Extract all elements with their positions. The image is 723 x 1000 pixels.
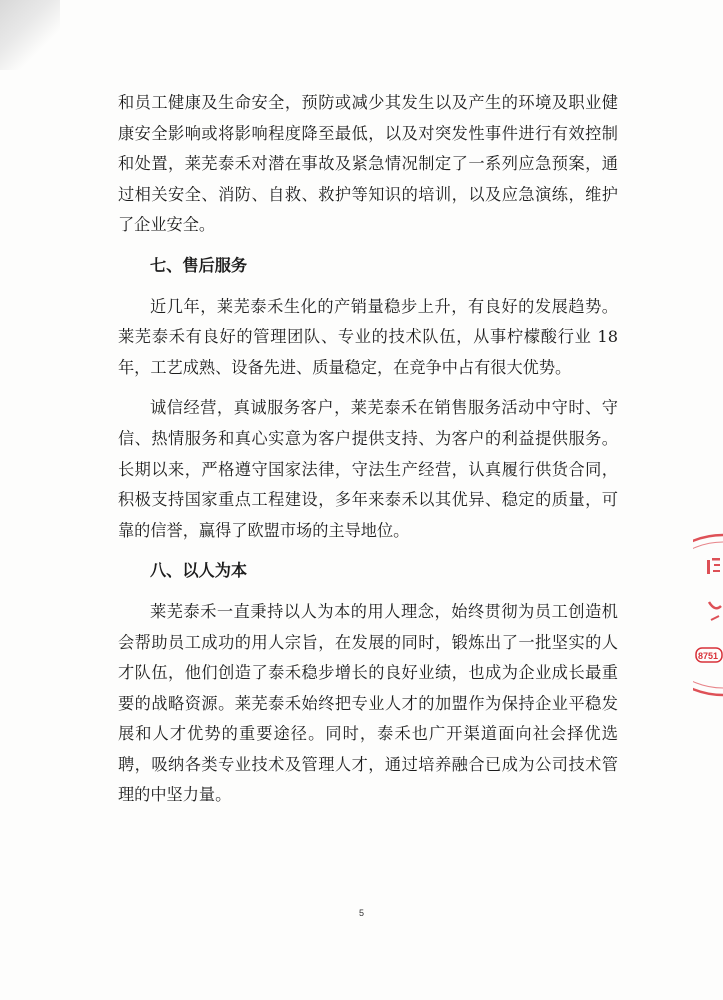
paragraph-integrity: 诚信经营，真诚服务客户，莱芜泰禾在销售服务活动中守时、守信、热情服务和真心实意为客户提供支持、为客户的利益提供服务。长期以来，严格遵守国家法律，守法生产经营，认真履行供货合同，积极支持国家重点工程建设，多年来泰禾以其优异、稳定的质量，可靠的信誉，赢得了欧盟市场的主导地位。 bbox=[118, 398, 618, 540]
paragraph-talent: 莱芜泰禾一直秉持以人为本的用人理念，始终贯彻为员工创造机会帮助员工成功的用人宗旨，在发展的同时，锻炼出了一批坚实的人才队伍，他们创造了泰禾稳步增长的良好业绩，也成为企业成长最重要的战略资源。莱芜泰禾始终把专业人才的加盟作为保持企业平稳发展和人才优势的重要途径。同时，泰禾也广开渠道面向社会择优选聘，吸纳各类专业技术及管理人才，通过培养融合已成为公司技术管理的中坚力量。 bbox=[118, 601, 618, 805]
page-fold-shadow bbox=[0, 0, 60, 70]
section-heading-after-sales: 七、售后服务 bbox=[150, 255, 248, 275]
section-heading-people-oriented: 八、以人为本 bbox=[150, 561, 248, 581]
page-number: 5 bbox=[358, 908, 364, 918]
paragraph-sales-growth: 近几年，莱芜泰禾生化的产销量稳步上升，有良好的发展趋势。莱芜泰禾有良好的管理团队、专业的技术队伍，从事柠檬酸行业 18 年，工艺成熟、设备先进、质量稳定，在竞争中占有很大优势。 bbox=[118, 296, 618, 377]
paragraph-safety: 和员工健康及生命安全，预防或减少其发生以及产生的环境及职业健康安全影响或将影响程度降至最低，以及对突发性事件进行有效控制和处置，莱芜泰禾对潜在事故及紧急情况制定了一系列应急预案，通过相关安全、消防、自救、救护等知识的培训，以及应急演练，维护了企业安全。 bbox=[118, 93, 618, 235]
seal-stamp-fragment bbox=[693, 530, 723, 700]
svg-text:8751: 8751 bbox=[698, 651, 719, 661]
document-body bbox=[118, 88, 618, 811]
